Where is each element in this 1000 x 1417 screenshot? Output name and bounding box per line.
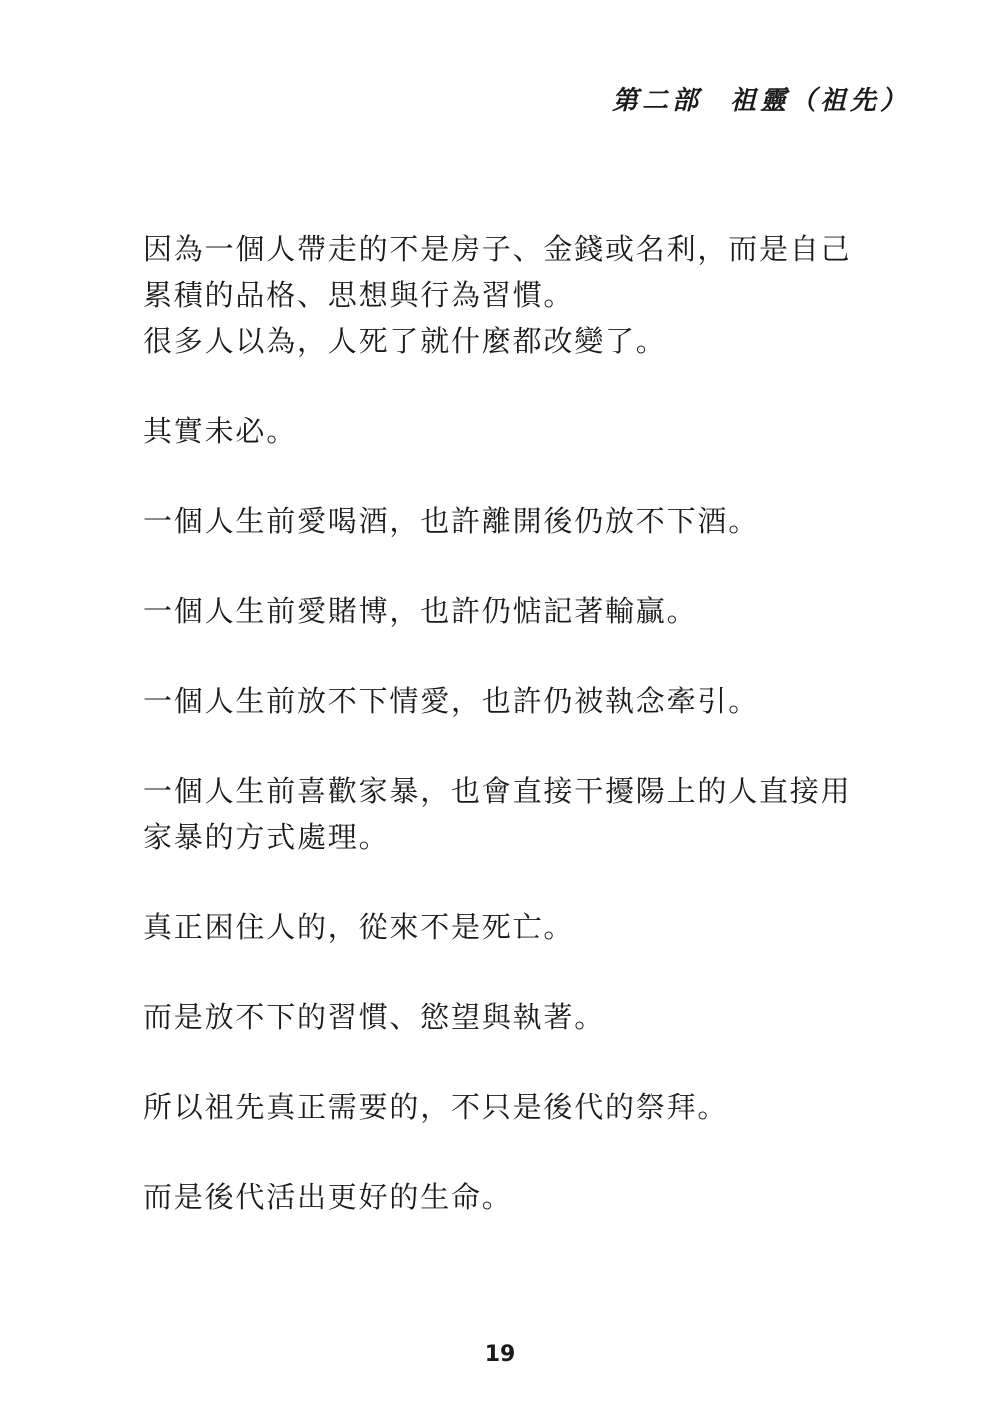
paragraph — [143, 408, 903, 454]
text-line: 而是後代活出更好的生命。 — [143, 1180, 513, 1214]
text-line: 所以祖先真正需要的，不只是後代的祭拜。 — [143, 1090, 729, 1124]
text-line: 一個人生前愛喝酒，也許離開後仍放不下酒。 — [143, 504, 760, 538]
text-line: 因為一個人帶走的不是房子、金錢或名利，而是自己 — [143, 232, 852, 266]
text-line: 一個人生前愛賭博，也許仍惦記著輸贏。 — [143, 594, 698, 628]
text-line: 一個人生前喜歡家暴，也會直接干擾陽上的人直接用 — [143, 774, 852, 808]
paragraph — [143, 768, 903, 860]
paragraph — [143, 1174, 903, 1220]
text-line: 其實未必。 — [143, 414, 298, 448]
paragraph — [143, 994, 903, 1040]
paragraph — [143, 226, 903, 364]
header-part: 第二部 — [611, 86, 702, 116]
paragraph — [143, 904, 903, 950]
header-title: 祖靈（祖先） — [729, 86, 910, 116]
text-line: 一個人生前放不下情愛，也許仍被執念牽引。 — [143, 684, 760, 718]
page-number: 19 — [484, 1342, 516, 1367]
paragraph — [143, 1084, 903, 1130]
paragraph — [143, 678, 903, 724]
text-line: 家暴的方式處理。 — [143, 820, 390, 854]
paragraph — [143, 498, 903, 544]
text-line: 很多人以為，人死了就什麼都改變了。 — [143, 324, 667, 358]
running-header — [612, 80, 910, 117]
text-line: 而是放不下的習慣、慾望與執著。 — [143, 1000, 606, 1034]
body-text — [143, 226, 903, 1264]
text-line: 累積的品格、思想與行為習慣。 — [143, 278, 575, 312]
text-line: 真正困住人的，從來不是死亡。 — [143, 910, 575, 944]
paragraph — [143, 588, 903, 634]
